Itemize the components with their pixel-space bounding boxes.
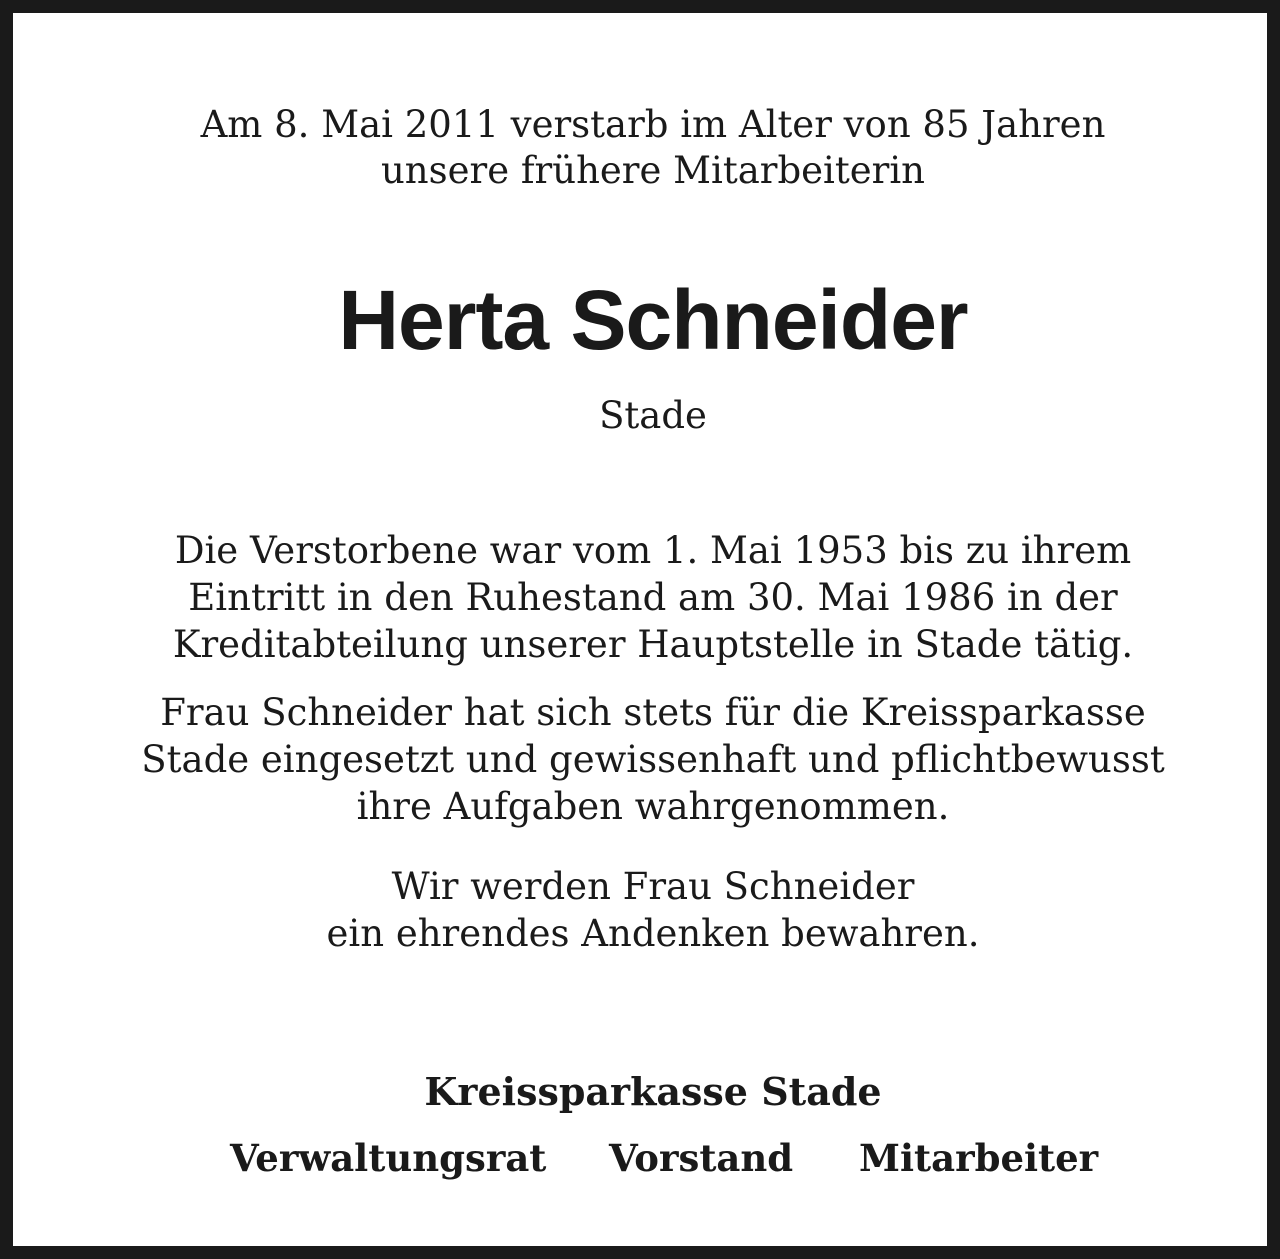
deceased-place: Stade <box>599 394 707 437</box>
organization-name: Kreissparkasse Stade <box>424 1069 882 1114</box>
paragraph-2-line-3: ihre Aufgaben wahrgenommen. <box>356 785 950 828</box>
paragraph-2-line-1: Frau Schneider hat sich stets für die Kreissparkasse <box>160 691 1146 734</box>
paragraph-1-line-2: Eintritt in den Ruhestand am 30. Mai 1986 in der <box>188 576 1118 619</box>
intro-line-1: Am 8. Mai 2011 verstarb im Alter von 85 Jahren <box>200 103 1106 146</box>
paragraph-1-line-3: Kreditabteilung unserer Hauptstelle in Stade tätig. <box>172 623 1134 666</box>
paragraph-3-line-1: Wir werden Frau Schneider <box>391 865 915 908</box>
deceased-name: Herta Schneider <box>338 273 968 367</box>
paragraph-3-line-2: ein ehrendes Andenken bewahren. <box>326 912 980 955</box>
signature-verwaltungsrat: Verwaltungsrat <box>230 1136 547 1180</box>
paragraph-2-line-2: Stade eingesetzt und gewissenhaft und pflichtbewusst <box>141 738 1165 781</box>
intro-line-2: unsere frühere Mitarbeiterin <box>380 149 926 192</box>
signature-vorstand: Vorstand <box>609 1136 794 1180</box>
paragraph-1-line-1: Die Verstorbene war vom 1. Mai 1953 bis zu ihrem <box>174 529 1132 572</box>
signature-mitarbeiter: Mitarbeiter <box>859 1136 1099 1180</box>
